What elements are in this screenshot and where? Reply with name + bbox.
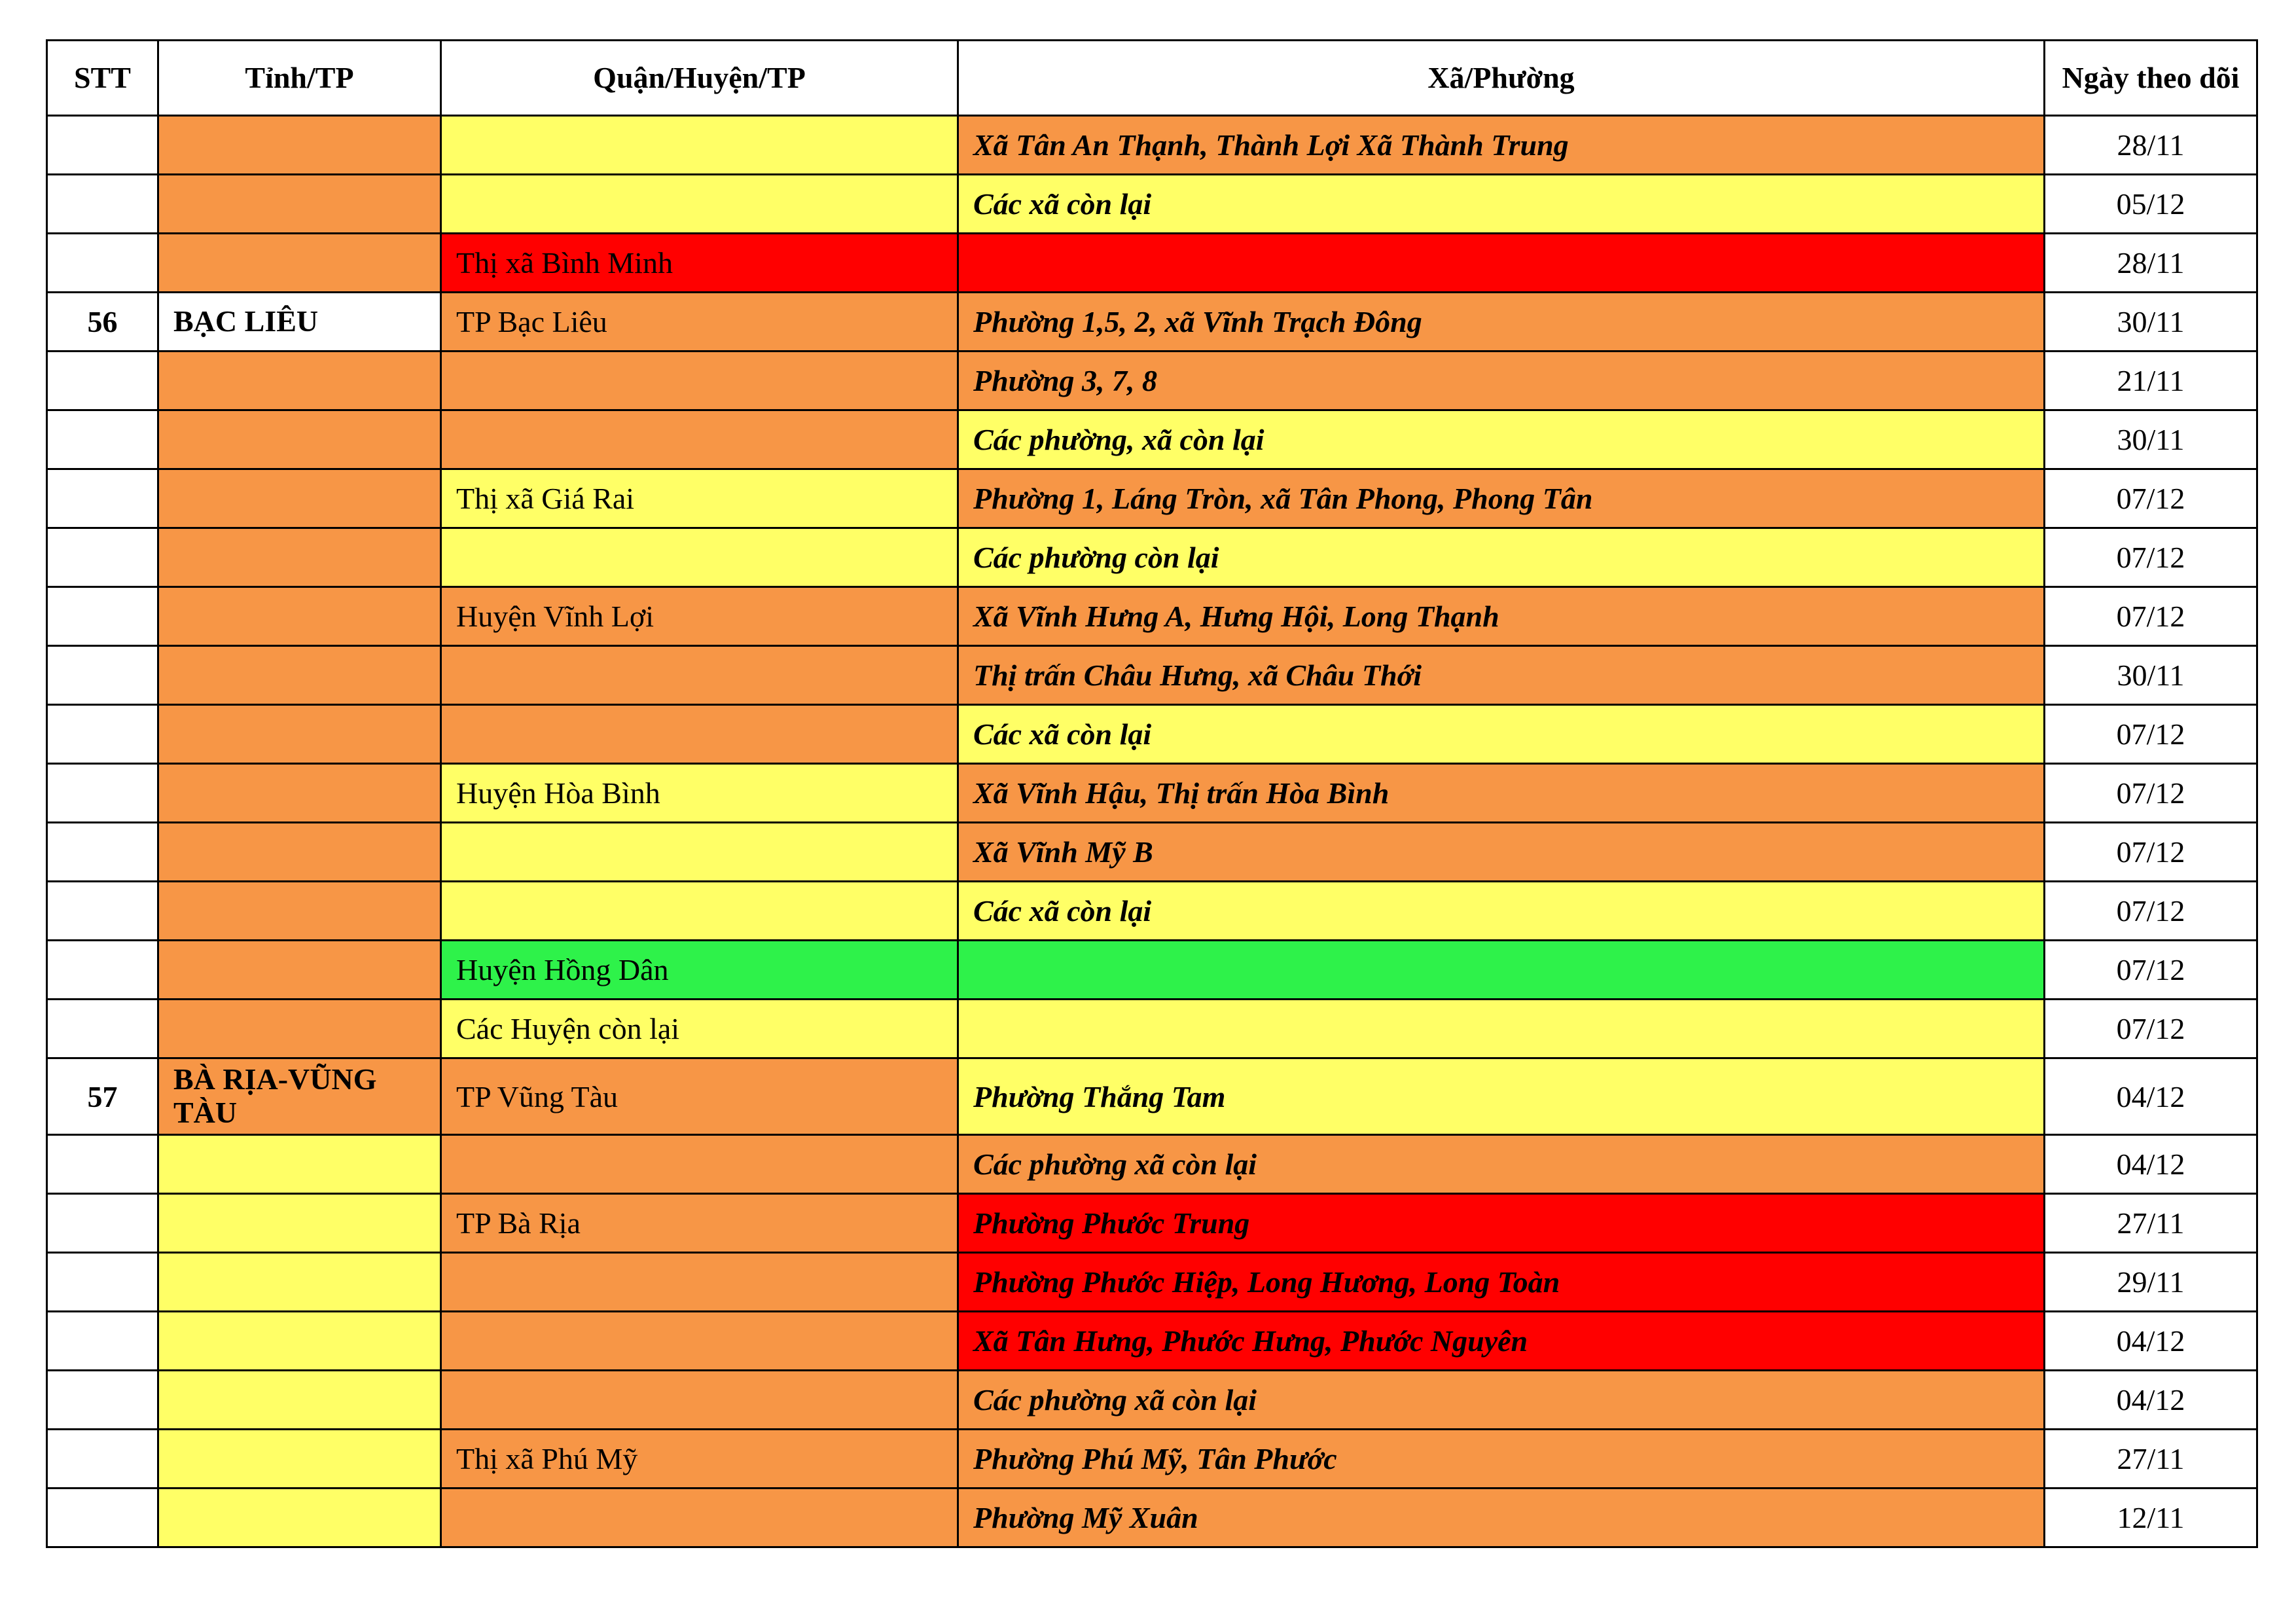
province-cell: BẠC LIÊU: [158, 293, 441, 352]
ward-cell: Xã Vĩnh Hưng A, Hưng Hội, Long Thạnh: [958, 587, 2045, 646]
ward-cell: Phường 1, Láng Tròn, xã Tân Phong, Phong Tân: [958, 469, 2045, 528]
district-cell: [441, 823, 958, 882]
date-cell: 07/12: [2045, 528, 2257, 587]
ward-cell: Xã Tân Hưng, Phước Hưng, Phước Nguyên: [958, 1312, 2045, 1371]
table-row: [47, 1000, 2257, 1058]
ward-cell: Xã Vĩnh Hậu, Thị trấn Hòa Bình: [958, 764, 2045, 823]
stt-cell: [47, 1000, 158, 1058]
stt-cell: [47, 1312, 158, 1371]
date-cell: 04/12: [2045, 1135, 2257, 1194]
district-cell: [441, 1489, 958, 1547]
table-row: [47, 1058, 2257, 1135]
table-row: [47, 941, 2257, 1000]
province-cell: [158, 1430, 441, 1489]
stt-cell: [47, 116, 158, 175]
province-cell: [158, 1253, 441, 1312]
ward-cell: [958, 941, 2045, 1000]
date-cell: 07/12: [2045, 587, 2257, 646]
ward-cell: Xã Tân An Thạnh, Thành Lợi Xã Thành Trung: [958, 116, 2045, 175]
stt-cell: [47, 1253, 158, 1312]
district-cell: [441, 1135, 958, 1194]
district-cell: [441, 705, 958, 764]
date-cell: 27/11: [2045, 1194, 2257, 1253]
province-cell: [158, 941, 441, 1000]
district-cell: Huyện Vĩnh Lợi: [441, 587, 958, 646]
table-row: [47, 646, 2257, 705]
stt-cell: [47, 646, 158, 705]
stt-cell: [47, 705, 158, 764]
stt-cell: [47, 882, 158, 941]
date-cell: 29/11: [2045, 1253, 2257, 1312]
district-cell: TP Bạc Liêu: [441, 293, 958, 352]
date-cell: 04/12: [2045, 1058, 2257, 1135]
ward-cell: Các xã còn lại: [958, 882, 2045, 941]
stt-cell: [47, 764, 158, 823]
province-cell: [158, 1135, 441, 1194]
table-row: [47, 410, 2257, 469]
province-cell: [158, 175, 441, 234]
date-cell: 07/12: [2045, 1000, 2257, 1058]
province-cell: [158, 234, 441, 293]
table-row: [47, 116, 2257, 175]
table-row: [47, 469, 2257, 528]
province-cell: [158, 410, 441, 469]
district-cell: [441, 175, 958, 234]
table-row: [47, 1194, 2257, 1253]
ward-cell: Phường Mỹ Xuân: [958, 1489, 2045, 1547]
stt-cell: 56: [47, 293, 158, 352]
table-row: [47, 234, 2257, 293]
province-cell: [158, 1489, 441, 1547]
date-cell: 07/12: [2045, 705, 2257, 764]
district-cell: [441, 1312, 958, 1371]
province-cell: [158, 469, 441, 528]
date-cell: 07/12: [2045, 764, 2257, 823]
ward-cell: Các xã còn lại: [958, 175, 2045, 234]
date-cell: 30/11: [2045, 293, 2257, 352]
district-cell: [441, 410, 958, 469]
stt-cell: [47, 823, 158, 882]
date-cell: 07/12: [2045, 823, 2257, 882]
header-province: Tỉnh/TP: [158, 41, 441, 116]
district-cell: Huyện Hòa Bình: [441, 764, 958, 823]
ward-cell: Phường Phước Trung: [958, 1194, 2045, 1253]
stt-cell: 57: [47, 1058, 158, 1135]
table-row: [47, 823, 2257, 882]
stt-cell: [47, 941, 158, 1000]
stt-cell: [47, 352, 158, 410]
province-cell: [158, 528, 441, 587]
date-cell: 04/12: [2045, 1371, 2257, 1430]
district-cell: [441, 352, 958, 410]
table-row: [47, 352, 2257, 410]
ward-cell: Xã Vĩnh Mỹ B: [958, 823, 2045, 882]
table-row: [47, 528, 2257, 587]
stt-cell: [47, 1430, 158, 1489]
stt-cell: [47, 469, 158, 528]
province-cell: [158, 1312, 441, 1371]
stt-cell: [47, 587, 158, 646]
table-row: [47, 1489, 2257, 1547]
province-cell: [158, 705, 441, 764]
monitoring-table: [46, 39, 2258, 1548]
ward-cell: Phường Phú Mỹ, Tân Phước: [958, 1430, 2045, 1489]
ward-cell: [958, 234, 2045, 293]
ward-cell: Phường 1,5, 2, xã Vĩnh Trạch Đông: [958, 293, 2045, 352]
ward-cell: Thị trấn Châu Hưng, xã Châu Thới: [958, 646, 2045, 705]
header-stt: STT: [47, 41, 158, 116]
ward-cell: Phường Phước Hiệp, Long Hương, Long Toàn: [958, 1253, 2045, 1312]
province-cell: [158, 823, 441, 882]
stt-cell: [47, 528, 158, 587]
ward-cell: Phường 3, 7, 8: [958, 352, 2045, 410]
district-cell: TP Bà Rịa: [441, 1194, 958, 1253]
ward-cell: Các xã còn lại: [958, 705, 2045, 764]
date-cell: 28/11: [2045, 116, 2257, 175]
table-row: [47, 1430, 2257, 1489]
table-row: [47, 175, 2257, 234]
province-cell: BÀ RỊA-VŨNG TÀU: [158, 1058, 441, 1135]
header-date: Ngày theo dõi: [2045, 41, 2257, 116]
table-row: [47, 587, 2257, 646]
district-cell: [441, 882, 958, 941]
stt-cell: [47, 1489, 158, 1547]
stt-cell: [47, 1194, 158, 1253]
province-cell: [158, 587, 441, 646]
province-cell: [158, 352, 441, 410]
province-cell: [158, 1194, 441, 1253]
ward-cell: Các phường còn lại: [958, 528, 2045, 587]
date-cell: 28/11: [2045, 234, 2257, 293]
table-row: [47, 1253, 2257, 1312]
stt-cell: [47, 410, 158, 469]
district-cell: [441, 528, 958, 587]
ward-cell: Phường Thắng Tam: [958, 1058, 2045, 1135]
stt-cell: [47, 1371, 158, 1430]
province-cell: [158, 882, 441, 941]
province-cell: [158, 1000, 441, 1058]
district-cell: Huyện Hồng Dân: [441, 941, 958, 1000]
province-cell: [158, 764, 441, 823]
header-ward: Xã/Phường: [958, 41, 2045, 116]
ward-cell: [958, 1000, 2045, 1058]
province-cell: [158, 116, 441, 175]
district-cell: TP Vũng Tàu: [441, 1058, 958, 1135]
table-row: [47, 293, 2257, 352]
district-cell: Thị xã Phú Mỹ: [441, 1430, 958, 1489]
table-body: [47, 116, 2257, 1547]
district-cell: Các Huyện còn lại: [441, 1000, 958, 1058]
table-row: [47, 705, 2257, 764]
district-cell: [441, 1253, 958, 1312]
ward-cell: Các phường xã còn lại: [958, 1371, 2045, 1430]
date-cell: 07/12: [2045, 941, 2257, 1000]
province-cell: [158, 646, 441, 705]
date-cell: 04/12: [2045, 1312, 2257, 1371]
district-cell: [441, 1371, 958, 1430]
stt-cell: [47, 175, 158, 234]
ward-cell: Các phường, xã còn lại: [958, 410, 2045, 469]
header-district: Quận/Huyện/TP: [441, 41, 958, 116]
district-cell: Thị xã Giá Rai: [441, 469, 958, 528]
date-cell: 07/12: [2045, 882, 2257, 941]
table-row: [47, 764, 2257, 823]
district-cell: Thị xã Bình Minh: [441, 234, 958, 293]
date-cell: 05/12: [2045, 175, 2257, 234]
date-cell: 27/11: [2045, 1430, 2257, 1489]
district-cell: [441, 116, 958, 175]
header-row: [47, 41, 2257, 116]
stt-cell: [47, 234, 158, 293]
date-cell: 30/11: [2045, 410, 2257, 469]
table-row: [47, 1371, 2257, 1430]
province-cell: [158, 1371, 441, 1430]
district-cell: [441, 646, 958, 705]
stt-cell: [47, 1135, 158, 1194]
table-row: [47, 1135, 2257, 1194]
ward-cell: Các phường xã còn lại: [958, 1135, 2045, 1194]
table-row: [47, 1312, 2257, 1371]
date-cell: 30/11: [2045, 646, 2257, 705]
date-cell: 07/12: [2045, 469, 2257, 528]
table-row: [47, 882, 2257, 941]
date-cell: 12/11: [2045, 1489, 2257, 1547]
date-cell: 21/11: [2045, 352, 2257, 410]
